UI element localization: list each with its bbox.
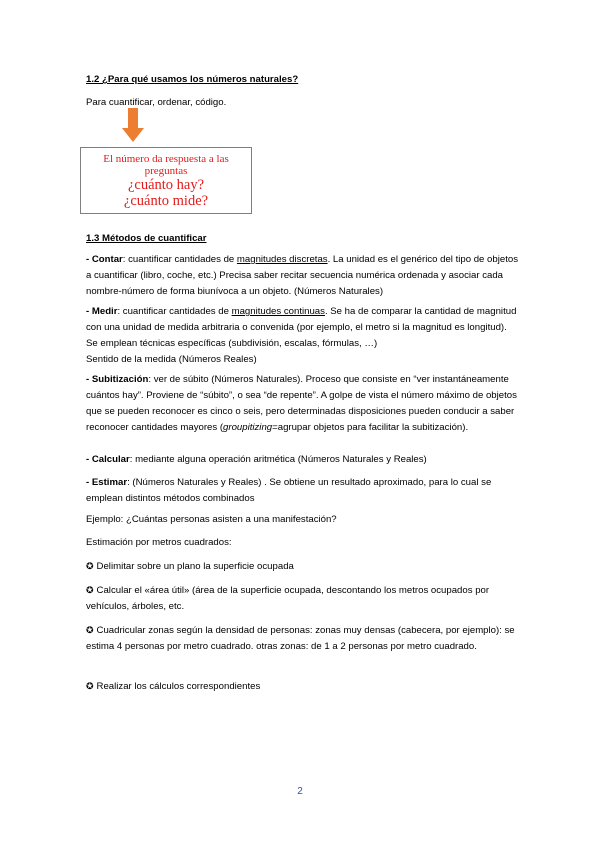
ejemplo-text: Ejemplo: ¿Cuántas personas asisten a una manifestación? [86,514,337,525]
term-subitizacion: - Subitización [86,374,149,385]
step-text: Cuadricular zonas según la densidad de personas: zonas muy densas (cabecera, por ejemplo): se estima 4 personas por metro cuadrado. otras zonas: de 1 a 2 personas por metro cuadrado. [86,625,515,652]
medir-text-1: : cuantificar cantidades de [117,306,232,317]
page-number: 2 [297,786,303,797]
paragraph-estimar [86,475,518,507]
contar-text-2: . La unidad es el genérico del tipo de objetos a cuantificar (libro, coche, etc.) Precisa saber recitar secuencia numérica ordenada y asociar cada nombre-número de forma biunívoca a un objeto. (Números Naturales) [86,254,518,297]
star-bullet-icon: ✪ [86,585,94,595]
subitizacion-italic: groupitizing [223,422,273,433]
callout-question-1: ¿cuánto hay? [127,177,205,193]
estimar-text: : (Números Naturales y Reales) . Se obtiene un resultado aproximado, para lo cual se emplean distintos métodos combinados [86,477,492,504]
step-item [86,558,518,575]
section-heading-1-3: 1.3 Métodos de cuantificar [86,233,207,244]
calcular-text: : mediante alguna operación aritmética (Números Naturales y Reales) [129,454,427,465]
paragraph-subitizacion [86,372,518,436]
callout-line-1: El número da respuesta a las [103,153,229,165]
contar-text-1: : cuantificar cantidades de [122,254,237,265]
term-contar: - Contar [86,254,123,265]
step-item [86,678,518,695]
step-item [86,622,518,655]
step-text: Realizar los cálculos correspondientes [96,681,261,692]
term-medir: - Medir [86,306,118,317]
term-calcular: - Calcular [86,454,130,465]
subitizacion-text-2: =agrupar objetos para facilitar la subitización). [272,422,469,433]
medir-text-2: . Se ha de comparar la cantidad de magnitud con una unidad de medida arbitraria o convenida (por ejemplo, el metro si la magnitud es longitud). Se emplean técnicas específicas (subdivisión, escalas, fórmulas, …) [86,306,517,349]
star-bullet-icon: ✪ [86,625,94,635]
star-bullet-icon: ✪ [86,561,94,571]
callout-box [80,147,252,214]
section-1-2-text: Para cuantificar, ordenar, código. [86,97,227,108]
section-heading-1-2: 1.2 ¿Para qué usamos los números naturales? [86,74,299,85]
medir-underlined: magnitudes continuas [231,306,325,317]
down-arrow-icon [122,108,144,142]
paragraph-calcular [86,452,518,468]
paragraph-medir [86,304,518,368]
step-item [86,582,518,615]
term-estimar: - Estimar [86,477,128,488]
callout-line-2: preguntas [144,165,188,177]
star-bullet-icon: ✪ [86,681,94,691]
step-text: Delimitar sobre un plano la superficie ocupada [96,561,294,572]
callout-question-2: ¿cuánto mide? [123,193,209,209]
contar-underlined: magnitudes discretas [236,254,328,265]
medir-text-3: Sentido de la medida (Números Reales) [86,354,257,365]
subitizacion-text-1: : ver de súbito (Números Naturales). Proceso que consiste en “ver instantáneamente cuántos hay”. Proviene de “súbito”, o sea “de repente”. A golpe de vista el número máximo de objetos que se pueden reconocer es cinco o seis, pero determinadas disposiciones pueden conducir a saber reconocer cantidades mayores ( [86,374,517,433]
paragraph-contar [86,252,518,300]
estimacion-text: Estimación por metros cuadrados: [86,537,232,548]
step-text: Calcular el «área útil» (área de la superficie ocupada, descontando los metros ocupados por vehículos, árboles, etc. [86,585,490,612]
